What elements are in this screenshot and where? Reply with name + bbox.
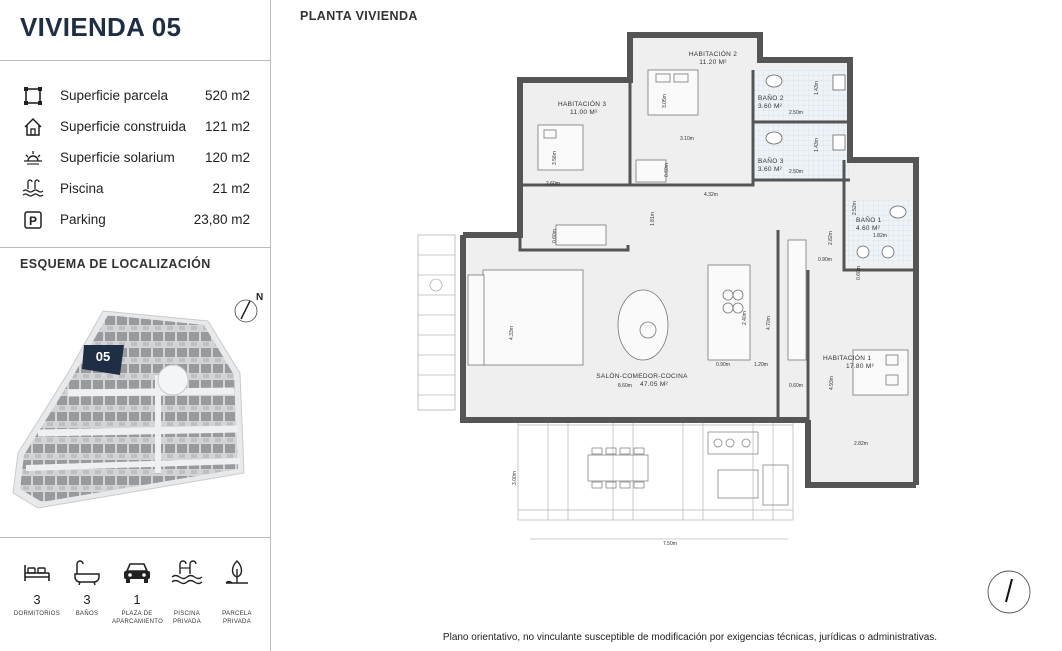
svg-text:2.50m: 2.50m [789,110,803,116]
svg-text:3.00m: 3.00m [512,471,518,485]
page-title: VIVIENDA 05 [20,12,182,42]
spec-value: 23,80 m2 [193,212,250,227]
amenity-count: 3 [33,592,41,607]
parking-icon [22,209,44,231]
spec-solarium [22,142,250,173]
sun-icon [22,147,44,169]
amenity-bathrooms [62,558,112,626]
svg-text:7.50m: 7.50m [663,541,677,547]
pool-waves-icon [22,178,44,200]
room-name: BAÑO 2 [758,95,784,102]
svg-text:2.52m: 2.52m [852,201,858,215]
car-icon [112,558,162,588]
amenity-count: 3 [83,592,91,607]
location-heading: ESQUEMA DE LOCALIZACIÓN [20,257,211,271]
svg-text:0.60m: 0.60m [664,163,670,177]
room-name: HABITACIÓN 3 [558,101,607,108]
svg-text:4.33m: 4.33m [509,326,515,340]
spec-value: 21 m2 [212,181,250,196]
svg-text:2.40m: 2.40m [742,311,748,325]
room-area: 17.80 M² [846,363,875,370]
amenity-label: DORMITORIOS [13,611,61,617]
bed-icon [12,558,62,588]
spec-label: Superficie solarium [60,150,175,165]
room-name: BAÑO 3 [758,158,784,165]
stairs [418,235,455,410]
amenity-parking [112,558,162,626]
spec-built [22,111,250,142]
room-name: HABITACIÓN 1 [823,355,872,362]
room-name: SALÓN-COMEDOR-COCINA [596,373,688,380]
info-panel [0,0,271,651]
spec-value: 120 m2 [204,150,250,165]
room-area: 11.00 M² [570,109,598,116]
room-area: 47.05 M² [639,381,669,388]
divider [0,60,270,61]
specs-list [22,80,250,235]
amenity-label: PARCELA PRIVADA [222,611,252,625]
amenities [12,558,262,626]
svg-text:0.60m: 0.60m [856,266,862,280]
house-icon [22,116,44,138]
svg-text:3.05m: 3.05m [662,94,668,108]
room-name: BAÑO 1 [856,217,882,224]
spec-label: Piscina [60,181,104,196]
svg-text:1.20m: 1.20m [754,362,768,368]
pool-icon [162,558,212,588]
svg-text:2.50m: 2.50m [789,169,803,175]
svg-text:3.56m: 3.56m [552,151,558,165]
north-label: N [256,292,263,303]
terrace [518,415,793,520]
svg-text:2.82m: 2.82m [854,441,868,447]
svg-text:2.60m: 2.60m [546,181,560,187]
amenity-label: PLAZA DE APARCAMIENTO [112,611,164,625]
amenity-count [212,592,262,608]
spec-value: 520 m2 [204,88,250,103]
spec-pool [22,173,250,204]
amenity-count [162,592,212,608]
svg-text:4.32m: 4.32m [704,192,718,198]
svg-text:P: P [28,213,38,228]
svg-text:4.70m: 4.70m [766,316,772,330]
svg-text:0.90m: 0.90m [818,257,832,263]
parcel-square-icon [22,85,44,107]
svg-text:0.90m: 0.90m [716,362,730,368]
spec-label: Superficie construida [60,119,187,134]
spec-parking [22,204,250,235]
amenity-pool [162,558,212,626]
svg-text:4.93m: 4.93m [829,376,835,390]
floor-plan [408,30,953,550]
spec-label: Superficie parcela [60,88,169,103]
highlight-label: 05 [95,349,111,364]
amenity-plot [212,558,262,626]
svg-text:1.43m: 1.43m [814,81,820,95]
tree-icon [212,558,262,588]
bathtub-icon [62,558,112,588]
room-name: HABITACIÓN 2 [688,51,738,58]
disclaimer: Plano orientativo, no vinculante susceptible de modificación por exigencias técnicas, jurídicas o administrativas. [442,632,938,643]
amenity-label: BAÑOS [75,611,99,617]
north-compass-icon [235,292,263,322]
amenity-count: 1 [133,592,141,607]
svg-text:0.60m: 0.60m [552,229,558,243]
divider [0,537,270,538]
spec-value: 121 m2 [204,119,250,134]
room-area: 4.60 M² [856,225,881,232]
spec-label: Parking [60,212,106,227]
amenity-bedrooms [12,558,62,626]
outdoor-dining [588,432,788,505]
divider [0,247,270,248]
compass-icon [986,569,1032,615]
location-map [8,283,263,523]
plan-heading: PLANTA VIVIENDA [300,9,418,23]
svg-text:1.82m: 1.82m [873,233,887,239]
room-area: 11.20 M² [699,59,727,66]
svg-text:1.81m: 1.81m [650,212,656,226]
svg-text:3.10m: 3.10m [680,136,694,142]
svg-text:1.43m: 1.43m [814,138,820,152]
svg-text:8.60m: 8.60m [618,383,632,389]
amenity-label: PISCINA PRIVADA [173,611,201,625]
svg-text:2.82m: 2.82m [828,231,834,245]
svg-text:0.60m: 0.60m [789,383,803,389]
room-area: 3.60 M² [758,103,783,110]
room-area: 3.60 M² [758,166,783,173]
spec-parcel [22,80,250,111]
